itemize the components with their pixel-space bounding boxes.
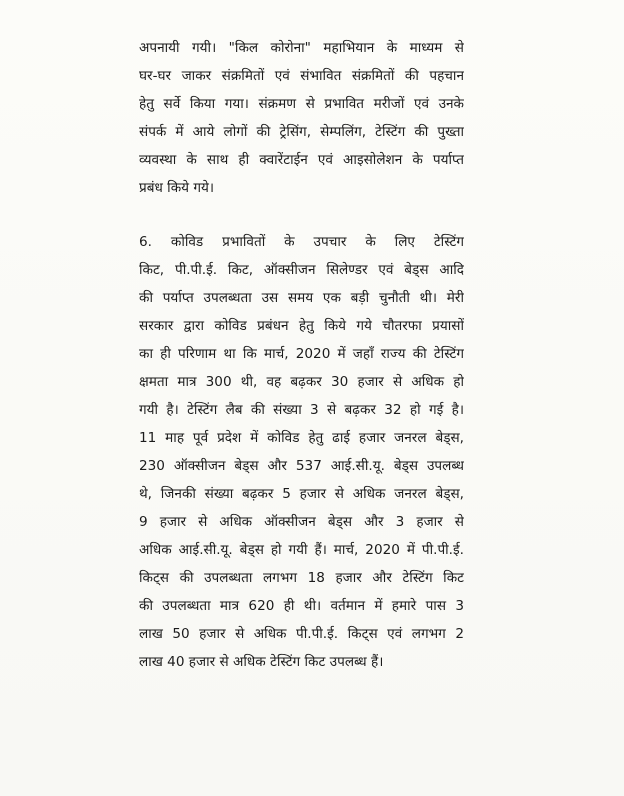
paragraph-line: लाख 50 हजार से अधिक पी.पी.ई. किट्स एवं लगभग 2 xyxy=(139,626,464,642)
paragraph-line: 230 ऑक्सीजन बेड्स और 537 आई.सी.यू. बेड्स उपलब्ध xyxy=(139,458,464,474)
paragraph-line: सरकार द्वारा कोविड प्रबंधन हेतु किये गये चौतरफा प्रयासों xyxy=(139,318,464,334)
paragraph-line: घर-घर जाकर संक्रमितों एवं संभावित संक्रमितों की पहचान xyxy=(139,68,464,84)
paragraph-line: 6. कोविड प्रभावितों के उपचार के लिए टेस्टिंग xyxy=(139,234,464,250)
paragraph-line: क्षमता मात्र 300 थी, वह बढ़कर 30 हजार से अधिक हो xyxy=(139,374,464,390)
paragraph-line: थे, जिनकी संख्या बढ़कर 5 हजार से अधिक जनरल बेड्स, xyxy=(139,486,464,502)
paragraph-line: की उपलब्धता मात्र 620 ही थी। वर्तमान में हमारे पास 3 xyxy=(139,598,464,614)
paragraph-line: अधिक आई.सी.यू. बेड्स हो गयी हैं। मार्च, 2020 में पी.पी.ई. xyxy=(139,542,464,558)
paragraph-1 xyxy=(139,34,464,202)
paragraph-line: प्रबंध किये गये। xyxy=(139,180,215,196)
paragraph-line: हेतु सर्वे किया गया। संक्रमण से प्रभावित मरीजों एवं उनके xyxy=(139,96,464,112)
paragraph-2 xyxy=(139,228,464,676)
paragraph-line: 11 माह पूर्व प्रदेश में कोविड हेतु ढाई हजार जनरल बेड्स, xyxy=(139,430,464,446)
paragraph-line: गयी है। टेस्टिंग लैब की संख्या 3 से बढ़कर 32 हो गई है। xyxy=(139,402,464,418)
paragraph-line: संपर्क में आये लोगों की ट्रेसिंग, सेम्पलिंग, टेस्टिंग की पुख्ता xyxy=(139,124,464,140)
paragraph-line: किट्स की उपलब्धता लगभग 18 हजार और टेस्टिंग किट xyxy=(139,570,464,586)
paragraph-line: लाख 40 हजार से अधिक टेस्टिंग किट उपलब्ध हैं। xyxy=(139,654,384,670)
paragraph-line: की पर्याप्त उपलब्धता उस समय एक बड़ी चुनौती थी। मेरी xyxy=(139,290,464,306)
paragraph-line: किट, पी.पी.ई. किट, ऑक्सीजन सिलेण्डर एवं बेड्स आदि xyxy=(139,262,464,278)
paragraph-line: 9 हजार से अधिक ऑक्सीजन बेड्स और 3 हजार से xyxy=(139,514,464,530)
paragraph-line: अपनायी गयी। "किल कोरोना" महाभियान के माध्यम से xyxy=(139,40,464,56)
paragraph-line: व्यवस्था के साथ ही क्वारेंटाईन एवं आइसोलेशन के पर्याप्त xyxy=(139,152,464,168)
paragraph-line: का ही परिणाम था कि मार्च, 2020 में जहाँ राज्य की टेस्टिंग xyxy=(139,346,464,362)
